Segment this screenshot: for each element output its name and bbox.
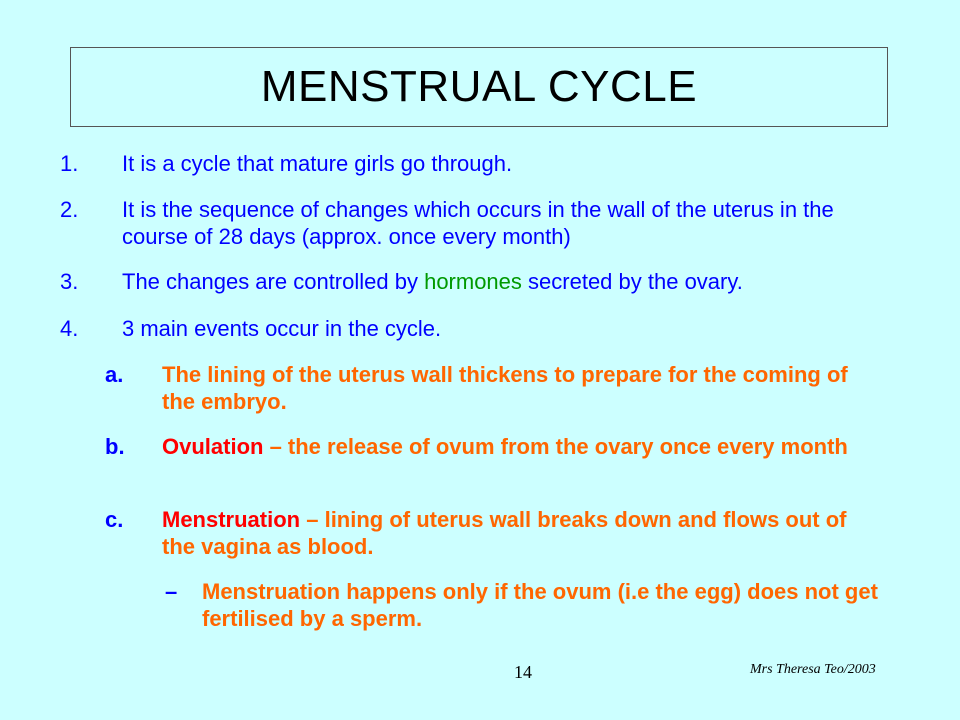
item-text: It is a cycle that mature girls go through. [122,151,513,176]
hormones-highlight: hormones [424,269,522,294]
item-text: 3 main events occur in the cycle. [122,316,442,341]
page-number: 14 [514,662,532,682]
dash-item-text: Menstruation happens only if the ovum (i.e the egg) does not get fertilised by a sperm. [202,579,878,631]
item-number: 1. [60,151,79,176]
dash-bullet: – [165,579,178,604]
item-text: It is the sequence of changes which occurs in the wall of the uterus in the course of 28 days (approx. once every month) [122,197,834,249]
sub-item-letter: b. [105,434,125,459]
sub-item-text: The lining of the uterus wall thickens to prepare for the coming of the embryo. [162,362,848,414]
item-text-before: The changes are controlled by [122,269,425,294]
title-box [70,47,888,127]
sub-item-text [162,506,882,560]
item-number: 4. [60,316,79,341]
item-number: 2. [60,197,79,222]
item-text-after: secreted by the ovary. [521,269,743,294]
menstruation-keyword: Menstruation [162,507,301,532]
sub-item-rest: – lining of uterus wall breaks down and flows out of the vagina as blood. [162,507,847,559]
sub-item-text [162,433,882,460]
author-credit: Mrs Theresa Teo/2003 [750,662,876,677]
sub-item-letter: a. [105,362,124,387]
sub-item-letter: c. [105,507,124,532]
page-title: MENSTRUAL CYCLE [260,62,698,111]
sub-item-rest: – the release of ovum from the ovary once every month [263,434,848,459]
ovulation-keyword: Ovulation [162,434,264,459]
item-text [122,268,902,295]
item-number: 3. [60,269,79,294]
